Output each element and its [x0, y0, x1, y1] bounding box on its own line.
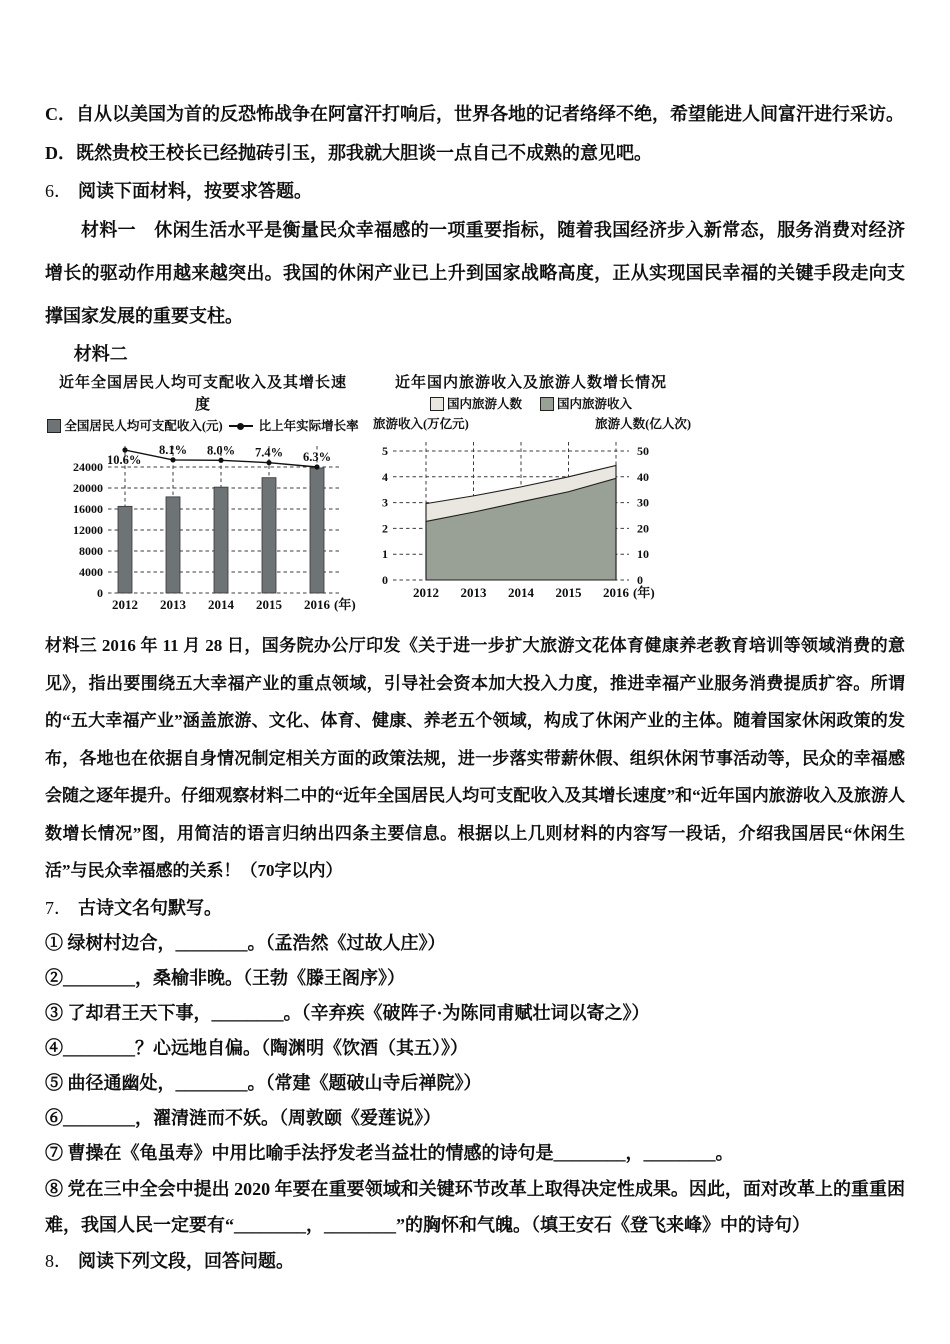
question-7-text: 古诗文名句默写。 — [78, 897, 222, 918]
svg-text:2013: 2013 — [460, 585, 487, 600]
svg-text:2015: 2015 — [555, 585, 582, 600]
svg-text:8.1%: 8.1% — [158, 442, 188, 457]
svg-text:(年): (年) — [334, 597, 356, 612]
svg-text:8.0%: 8.0% — [206, 443, 236, 458]
income-chart-title: 近年全国居民人均可支配收入及其增长速度 — [58, 375, 347, 413]
svg-text:12000: 12000 — [73, 523, 103, 537]
svg-text:30: 30 — [637, 495, 649, 510]
svg-text:2015: 2015 — [256, 597, 282, 612]
svg-text:2012: 2012 — [413, 585, 439, 600]
q7-item-3: ③ 了却君王天下事，________。（辛弃疾《破阵子·为陈同甫赋壮词以寄之》） — [45, 1002, 650, 1023]
svg-text:1: 1 — [382, 547, 388, 562]
option-c-text: 自从以美国为首的反恐怖战争在阿富汗打响后，世界各地的记者络绎不绝，希望能进人间富汗进行采访。 — [76, 104, 904, 124]
tourist-count-swatch — [430, 397, 444, 411]
income-chart-legend — [53, 416, 359, 436]
growth-rate-line-swatch — [229, 425, 253, 427]
svg-text:40: 40 — [637, 469, 649, 484]
svg-text:2: 2 — [382, 521, 388, 536]
income-chart-plot — [53, 436, 356, 621]
tourism-revenue-label: 国内旅游收入 — [557, 397, 633, 411]
svg-text:20: 20 — [637, 521, 649, 536]
question-8-heading — [45, 1243, 905, 1279]
option-d-label: D． — [45, 143, 76, 163]
right-axis-label: 旅游人数(亿人次) — [595, 417, 691, 431]
svg-text:50: 50 — [637, 444, 649, 458]
bar-series-label: 全国居民人均可支配收入(元) — [64, 419, 223, 433]
growth-rate-series-label: 比上年实际增长率 — [258, 419, 359, 433]
svg-text:7.4%: 7.4% — [254, 445, 284, 460]
svg-text:16000: 16000 — [73, 502, 103, 516]
q7-item-2: ②________，桑榆非晚。（王勃《滕王阁序》） — [45, 967, 405, 988]
question-8-text: 阅读下列文段，回答问题。 — [78, 1250, 294, 1271]
svg-text:0: 0 — [637, 573, 643, 587]
tourist-count-label: 国内旅游人数 — [446, 397, 522, 411]
tourism-chart-axis-labels — [371, 414, 691, 434]
material-1-paragraph: 材料一 休闲生活水平是衡量民众幸福感的一项重要指标，随着我国经济步入新常态，服务消费对经济增长的驱动作用越来越突出。我国的休闲产业已上升到国家战略高度，正从实现国民幸福的关键手段走向支撑国家发展的重要支柱。 — [45, 220, 905, 326]
material-2-charts — [47, 372, 905, 621]
q7-item-7: ⑦ 曹操在《龟虽寿》中用比喻手法抒发老当益壮的情感的诗句是________，________。 — [45, 1142, 734, 1163]
tourism-chart-plot — [371, 434, 691, 609]
question-7-number: 7． — [45, 897, 72, 918]
svg-text:3: 3 — [382, 495, 388, 510]
question-6-heading — [45, 173, 905, 209]
svg-text:2016: 2016 — [304, 597, 330, 612]
tourism-chart-legend — [371, 394, 691, 414]
svg-text:10.6%: 10.6% — [107, 453, 142, 468]
svg-text:8000: 8000 — [79, 544, 103, 558]
svg-text:6.3%: 6.3% — [302, 450, 332, 464]
material-2-label: 材料二 — [73, 344, 128, 364]
tourism-chart — [371, 372, 691, 609]
income-chart — [53, 372, 359, 621]
option-c — [45, 95, 905, 134]
question-6-number: 6． — [45, 181, 72, 201]
q7-item-5: ⑤ 曲径通幽处，________。（常建《题破山寺后禅院》） — [45, 1072, 482, 1093]
material-3-paragraph: 材料三 2016 年 11 月 28 日，国务院办公厅印发《关于进一步扩大旅游文花体育健康养老教育培训等领域消费的意见》，指出要围绕五大幸福产业的重点领域，引导社会资本加大投入力度，推进幸福产业服务消费提质扩容。所谓的“五大幸福产业”涵盖旅游、文化、体育、健康、养老五个领域，构成了休闲产业的主体。随着国家休闲政策的发布，各地也在依据自身情况制定相关方面的政策法规，进一步落实带薪休假、组织休闲节事活动等，民众的幸福感会随之逐年提升。仔细观察材料二中的“近年全国居民人均可支配收入及其增长速度”和“近年国内旅游收入及旅游人数增长情况”图，用简洁的语言归纳出四条主要信息。根据以上几则材料的内容写一段话，介绍我国居民“休闲生活”与民众幸福感的关系！（70字以内） — [45, 636, 905, 880]
tourism-chart-title: 近年国内旅游收入及旅游人数增长情况 — [394, 375, 667, 391]
question-7-heading — [45, 890, 905, 926]
option-d — [45, 134, 905, 173]
q7-item-4: ④________？心远地自偏。（陶渊明《饮酒（其五）》） — [45, 1037, 468, 1058]
svg-text:24000: 24000 — [73, 460, 103, 474]
q7-item-6: ⑥________，濯清涟而不妖。（周敦颐《爱莲说》） — [45, 1107, 441, 1128]
option-c-label: C． — [45, 104, 76, 124]
svg-text:2014: 2014 — [508, 585, 534, 600]
svg-text:4000: 4000 — [79, 565, 103, 579]
q7-item-1: ① 绿树村边合，________。（孟浩然《过故人庄》） — [45, 932, 446, 953]
svg-text:(年): (年) — [633, 585, 655, 600]
svg-text:20000: 20000 — [73, 481, 103, 495]
option-d-text: 既然贵校王校长已经抛砖引玉，那我就大胆谈一点自己不成熟的意见吧。 — [76, 143, 652, 163]
tourism-revenue-swatch — [540, 397, 554, 411]
svg-text:2016: 2016 — [603, 585, 629, 600]
svg-text:4: 4 — [382, 469, 388, 484]
svg-text:0: 0 — [97, 586, 103, 600]
left-axis-label: 旅游收入(万亿元) — [373, 417, 469, 431]
svg-text:0: 0 — [382, 573, 388, 587]
svg-text:2014: 2014 — [208, 597, 234, 612]
svg-text:2013: 2013 — [160, 597, 186, 612]
bar-series-swatch — [47, 419, 61, 433]
svg-text:2012: 2012 — [112, 597, 138, 612]
question-8-number: 8． — [45, 1250, 72, 1271]
svg-text:5: 5 — [382, 444, 388, 458]
svg-text:10: 10 — [637, 547, 649, 562]
question-6-text: 阅读下面材料，按要求答题。 — [78, 181, 312, 201]
q7-item-8: ⑧ 党在三中全会中提出 2020 年要在重要领域和关键环节改革上取得决定性成果。因此，面对改革上的重重困难，我国人民一定要有“________，________”的胸怀和气魄。（填王安石《登飞来峰》中的诗句） — [45, 1178, 905, 1235]
